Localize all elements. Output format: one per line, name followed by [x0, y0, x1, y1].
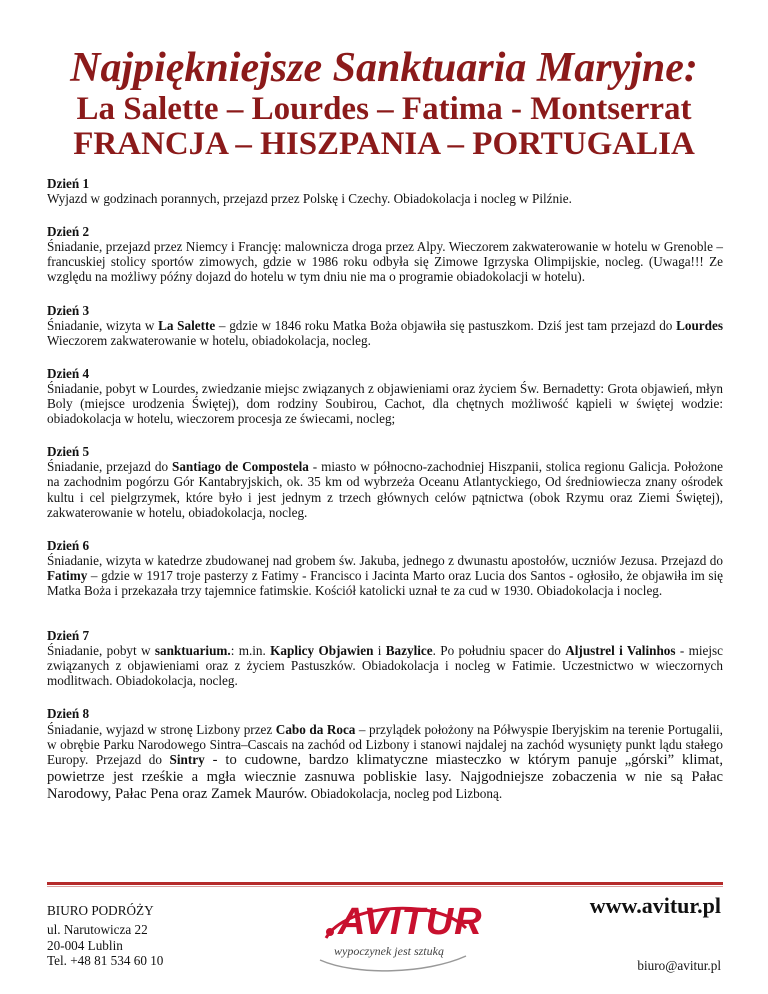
avitur-logo [316, 898, 483, 978]
day-heading: Dzień 1 [47, 176, 90, 191]
office-address [47, 903, 163, 969]
phone-number: Tel. +48 81 534 60 10 [47, 953, 164, 969]
text-run: i [373, 643, 386, 659]
day-description [47, 722, 723, 803]
text-run: – gdzie w 1917 troje pasterzy z Fatimy - Francisco i Jacinta Marto oraz Lucia dos Santos - ogłosiło, że objawiła im się Matka Boża i przekazała trzy tajemnice fatimskie. Kościół katolicki uznał te za cud w 1930. Obiadokolacja i nocleg. [47, 567, 723, 598]
text-run: : m.in. [230, 643, 271, 659]
day-heading: Dzień 6 [47, 537, 90, 553]
day-description: Wyjazd w godzinach porannych, przejazd przez Polskę i Czechy. Obiadokolacja i nocleg w Pilźnie. [47, 191, 572, 207]
text-run: - to cudowne, bardzo klimatyczne miasteczko w którym panuje „górski” klimat, powietrze jest rześkie a mgła wiecznie zasnuwa pobliskie lasy. Najgodniejsze zobaczenia w nie są Pałac Narodowy, Pałac Pena oraz Zamek Maurów. [47, 751, 723, 802]
day-3 [47, 303, 723, 348]
day-1 [47, 176, 723, 206]
day-description [47, 318, 723, 348]
text-run: Śniadanie, przejazd do [47, 459, 172, 475]
day-heading: Dzień 5 [47, 444, 90, 460]
text-run: Wieczorem zakwaterowanie w hotelu, obiadokolacja, nocleg. [47, 332, 371, 348]
email-link[interactable]: biuro@avitur.pl [637, 958, 721, 973]
day-4 [47, 366, 723, 426]
place-name: Aljustrel i Valinhos [565, 643, 676, 659]
destinations-subtitle: La Salette – Lourdes – Fatima - Montserrat [76, 91, 692, 127]
day-heading: Dzień 7 [47, 628, 90, 644]
logo-wordmark: AVITUR [338, 901, 483, 943]
postal-city: 20-004 Lublin [47, 937, 123, 953]
countries-subtitle: FRANCJA – HISZPANIA – PORTUGALIA [73, 126, 695, 162]
text-run: Śniadanie, wizyta w [47, 317, 159, 333]
day-heading: Dzień 8 [47, 706, 90, 722]
day-heading: Dzień 4 [47, 365, 90, 381]
day-heading: Dzień 3 [47, 302, 90, 318]
place-name: Santiago de Compostela [171, 459, 309, 475]
day-2 [47, 224, 723, 284]
place-name: Fatimy [47, 567, 88, 583]
text-run: Śniadanie, wyjazd w stronę Lizbony przez [47, 721, 276, 737]
place-name: Cabo da Roca [275, 721, 356, 737]
place-name: Kaplicy Objawien [270, 643, 374, 659]
itinerary [47, 176, 723, 821]
text-run: Obiadokolacja, nocleg pod Lizboną. [307, 785, 503, 801]
text-run: – przylądek położony na Półwyspie Iberyjskim na terenie Portugalii, w obrębie Parku Narodowego Sintra–Cascais na zachód od Lizbony i stanowi najdalej na zachód wysunięty punkt lądu stałego Europy. Przejazd do [47, 721, 723, 767]
place-name: La Salette [158, 317, 216, 333]
day-7 [47, 628, 723, 688]
text-run: . Po południu spacer do [432, 643, 566, 659]
place-name: Bazylice [385, 643, 433, 659]
logo-tagline: wypoczynek jest sztuką [334, 944, 444, 958]
text-run: - miasto w północno-zachodniej Hiszpanii, stolica regionu Galicja. Położone na zachodnim pogórzu Gór Kantabryjskich, ok. 35 km od wybrzeża Oceanu Atlantyckiego, Od średniowiecza znany ośrodek kultu i cel pielgrzymek, które było i jest jednym z trzech głównych celów pątnictwa (obok Rzymu oraz Ziemi Świętej), zakwaterowanie w hotelu, obiadokolacja, nocleg. [47, 459, 723, 520]
day-6 [47, 538, 723, 598]
text-run: Śniadanie, wizyta w katedrze zbudowanej nad grobem św. Jakuba, jednego z dwunastu apostołów, uczniów Jezusa. Przejazd do [47, 552, 723, 568]
street-address: ul. Narutowicza 22 [47, 922, 148, 938]
day-5 [47, 444, 723, 519]
day-description [47, 553, 723, 598]
text-run: Śniadanie, pobyt w [47, 643, 155, 659]
office-name: BIURO PODRÓŻY [47, 903, 154, 918]
place-name: sanktuarium. [154, 643, 231, 659]
place-name: Lourdes [676, 317, 723, 333]
day-description: Śniadanie, przejazd przez Niemcy i Francję: malownicza droga przez Alpy. Wieczorem zakwaterowanie w hotelu w Grenoble – francuskiej stolicy sportów zimowych, gdzie w 1986 roku odbyła się Zimowe Igrzyska Olimpijskie, nocleg. (Uwaga!!! Ze względu na możliwy późny dojazd do hotelu w tym dniu nie ma o programie obiadokolacji w hotelu). [47, 239, 723, 285]
footer-divider [47, 882, 723, 885]
place-name: Sintry [169, 751, 205, 767]
footer-divider-thin [47, 886, 723, 887]
day-description [47, 459, 723, 519]
text-run: – gdzie w 1846 roku Matka Boża objawiła się pastuszkom. Dziś jest tam przejazd do [215, 317, 677, 333]
day-8 [47, 706, 723, 802]
main-title: Najpiękniejsze Sanktuaria Maryjne: [70, 45, 698, 91]
website-link[interactable]: www.avitur.pl [589, 893, 721, 918]
day-description [47, 643, 723, 688]
text-run: - miejsc związanych z objawieniami oraz z życiem Pastuszków. Obiadokolacja i nocleg w Fatimie. Uczestnictwo w wieczornych modlitwach. Obiadokolacja, nocleg. [47, 643, 723, 689]
day-description: Śniadanie, pobyt w Lourdes, zwiedzanie miejsc związanych z objawieniami oraz życiem Św. Bernadetty: Grota objawień, młyn Boly (miejsce urodzenia Świętej), dom rodziny Soubirou, Cachot, dla chętnych możliwość kąpieli w świętej wodzie: obiadokolacja w hotelu, wieczorem procesja ze świecami, nocleg; [47, 380, 723, 427]
day-heading: Dzień 2 [47, 224, 90, 240]
